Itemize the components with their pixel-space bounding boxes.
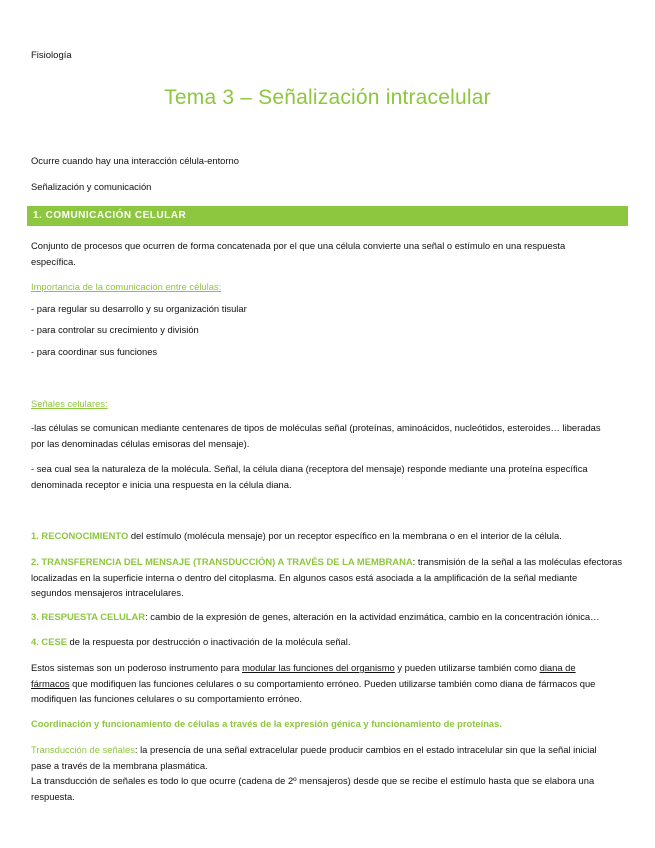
signals-paragraph-2 [31,461,627,492]
systems-underlined: diana de [539,662,576,673]
transduction-paragraph [31,742,627,804]
step-text: localizadas en la superficie interna o dentro del citoplasma. En algunos casos está asociada a la amplificación de la señal mediante [31,571,578,583]
systems-text: Estos sistemas son un poderoso instrumento para [31,662,243,673]
systems-text: y pueden utilizarse también como [394,662,540,673]
signals-p2-line-2: denominada receptor e inicia una respuesta en la célula diana. [31,478,292,490]
signals-heading: Señales celulares: [31,398,108,409]
step-1 [31,528,627,544]
definition-line-1: Conjunto de procesos que ocurren de forma concatenada por el que una célula convierte una señal o estímulo en una respuesta [31,240,566,251]
systems-text: que modifiquen las funciones celulares o su comportamiento erróneo. Pueden utilizarse también como diana de fármacos que [69,677,596,689]
section-heading: 1. COMUNICACIÓN CELULAR [27,206,628,226]
signals-p1-line-1: -las células se comunican mediante centenares de tipos de moléculas señal (proteínas, aminoácidos, nucleótidos, esteroides… liberadas [31,422,601,433]
transduction-text: pase a través de la membrana plasmática. [31,759,208,771]
importance-item: - para coordinar sus funciones [31,346,158,357]
transduction-text: respuesta. [31,790,75,802]
step-label: 4. CESE [31,636,67,647]
step-4 [31,634,627,650]
definition-line-2: específica. [31,255,76,267]
intro-line-1: Ocurre cuando hay una interacción célula-entorno [31,155,239,166]
importance-item: - para regular su desarrollo y su organización tisular [31,303,247,314]
step-label: 1. RECONOCIMIENTO [31,530,129,541]
transduction-text: La transducción de señales es todo lo que ocurre (cadena de 2º mensajeros) desde que se recibe el estímulo hasta que se elabora una [31,775,595,786]
step-text: : transmisión de la señal a las moléculas efectoras [412,556,623,567]
step-text: : cambio de la expresión de genes, alteración en la actividad enzimática, cambio en la concentración iónica… [145,611,600,622]
transduction-text: : la presencia de una señal extracelular puede producir cambios en el estado intracelular sin que la señal inicial [134,744,597,755]
definition-paragraph [31,238,627,269]
systems-text: modifiquen las funciones celulares o su comportamiento erróneo. [31,693,302,704]
signals-paragraph-1 [31,420,627,451]
systems-paragraph [31,660,627,707]
step-2 [31,554,627,601]
step-text: segundos mensajeros intracelulares. [31,587,184,598]
coordination-heading: Coordinación y funcionamiento de células a través de la expresión génica y funcionamiento de proteínas. [31,718,502,729]
step-label: 2. TRANSFERENCIA DEL MENSAJE (TRANSDUCCIÓN) A TRAVÉS DE LA MEMBRANA [31,556,413,567]
step-label: 3. RESPUESTA CELULAR [31,611,146,622]
importance-heading: Importancia de la comunicación entre células: [31,281,222,292]
systems-underlined: modular las funciones del organismo [242,662,395,673]
importance-item: - para controlar su crecimiento y división [31,324,199,335]
signals-p1-line-2: por las denominadas células emisoras del mensaje). [31,437,250,449]
systems-underlined: fármacos [31,677,70,689]
intro-line-2: Señalización y comunicación [31,181,152,192]
header-subject: Fisiología [31,50,72,61]
transduction-label: Transducción de señales [31,744,135,755]
step-3 [31,609,627,625]
step-text: de la respuesta por destrucción o inactivación de la molécula señal. [66,636,351,647]
signals-p2-line-1: - sea cual sea la naturaleza de la molécula. Señal, la célula diana (receptora del mensaje) responde mediante una proteína específica [31,463,588,474]
step-text: del estímulo (molécula mensaje) por un receptor específico en la membrana o en el interior de la célula. [128,530,562,541]
page-title: Tema 3 – Señalización intracelular [164,86,491,109]
